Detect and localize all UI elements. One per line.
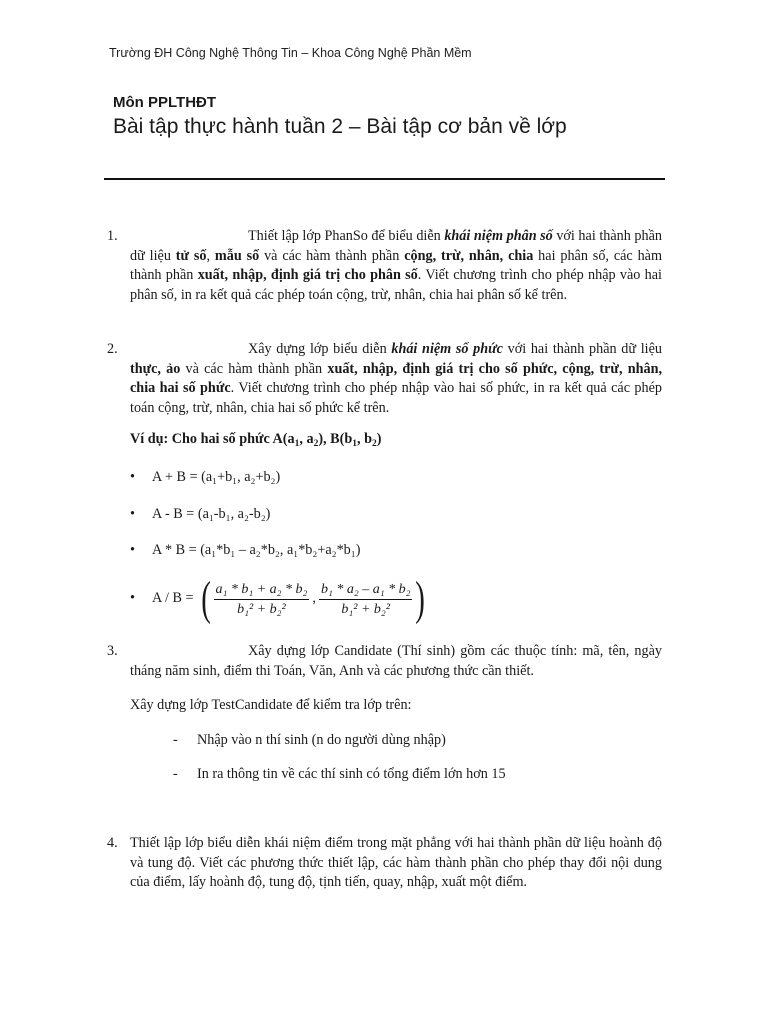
fraction-imag-denominator: b₁² + b₂² [341,601,390,617]
exercise-3-text: Xây dựng lớp Candidate (Thí sinh) gồm các thuộc tính: mã, tên, ngày tháng năm sinh, điểm thi Toán, Văn, Anh và các phương thức cần thiết. [130,643,662,679]
formula-divide [130,572,428,626]
exercise-3-item: - In ra thông tin về các thí sinh có tổng điểm lớn hơn 15 [173,766,506,782]
divide-prefix: A / B = [152,590,194,607]
exercise-1-number: 1. [107,228,118,244]
fraction-real [214,580,310,619]
left-paren: ( [200,572,211,625]
example-label: Ví dụ: Cho hai số phức $A(a_1$, $a_2$), $B(b_1$, $b_2$) [130,431,382,449]
fraction-comma: , [312,590,316,607]
fraction-real-numerator: a₁ * b₁ + a₂ * b₂ [214,580,310,600]
exercise-3-sub-intro: Xây dựng lớp TestCandidate để kiểm tra lớp trên: [130,697,412,713]
school-header: Trường ĐH Công Nghệ Thông Tin – Khoa Công Nghệ Phần Mềm [109,46,472,60]
title-divider [104,178,665,180]
fraction-imag-numerator: b₁ * a₂ – a₁ * b₂ [319,580,412,600]
formula-subtract: • A - B = (a₁-b₁, a₂-b₂) [130,505,270,525]
bullet-icon: • [130,542,135,558]
bullet-icon: • [130,590,135,607]
fraction-imag [319,580,412,619]
course-name: Môn PPLTHĐT [113,94,217,111]
exercise-2-number: 2. [107,341,118,357]
formula-multiply: • A * B = (a₁*b₁ – a₂*b₂, a₁*b₂+a₂*b₁) [130,541,360,561]
formula-add: • A + B = (a₁+b₁, a₂+b₂) [130,468,280,488]
exercise-1-text: Thiết lập lớp PhanSo để biểu diễn khái niệm phân số với hai thành phần dữ liệu tử số, mẫu số và các hàm thành phần cộng, trừ, nhân, chia hai phân số, các hàm thành phần xuất, nhập, định giá trị cho phân số. Viết chương trình cho phép nhập vào hai phân số, in ra kết quả các phép toán cộng, trừ, nhân, chia hai phân số kể trên. [130,228,663,303]
exercise-2-text: Xây dựng lớp biểu diễn khái niệm số phức với hai thành phần dữ liệu thực, ảo và các hàm thành phần xuất, nhập, định giá trị cho số phức, cộng, trừ, nhân, chia hai số phức. Viết chương trình cho phép nhập vào hai số phức, in ra kết quả các phép toán cộng, trừ, nhân, chia hai số phức kể trên. [130,341,663,416]
bullet-icon: • [130,506,135,522]
exercise-4-number: 4. [107,835,118,851]
exercise-4-text: Thiết lập lớp biểu diễn khái niệm điểm trong mặt phẳng với hai thành phần dữ liệu hoành độ và tung độ. Viết các phương thức thiết lập, các hàm thành phần cho phép thay đổi nội dung của điểm, lấy hoành độ, tung độ, tịnh tiến, quay, nhập, xuất một điểm. [130,835,662,890]
page-title: Bài tập thực hành tuần 2 – Bài tập cơ bản về lớp [113,115,567,138]
fraction-real-denominator: b₁² + b₂² [237,601,286,617]
exercise-3-item: - Nhập vào n thí sinh (n do người dùng nhập) [173,732,446,748]
exercise-3-number: 3. [107,643,118,659]
right-paren: ) [415,572,426,625]
bullet-icon: • [130,469,135,485]
